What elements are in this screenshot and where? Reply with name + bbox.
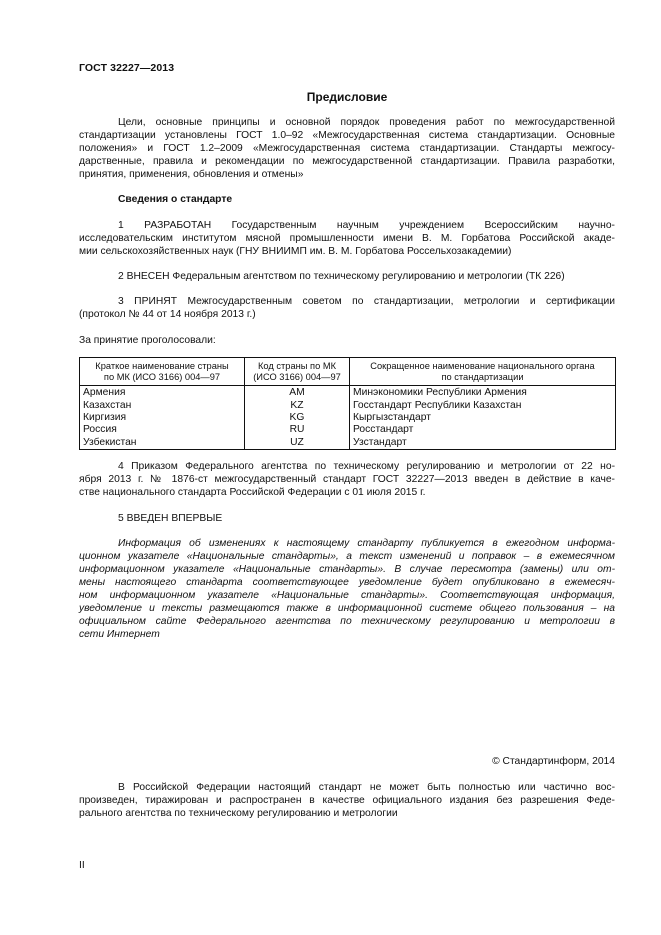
text-line: положения» и ГОСТ 1.2–2009 «Межгосударственная система стандартизации. Стандарты межгосу- <box>79 143 615 154</box>
voted-label: За принятие проголосовали: <box>79 335 216 346</box>
page-number: II <box>79 860 85 871</box>
header-line: Сокращенное наименование национального органа <box>370 361 595 371</box>
body-cell: Минэкономики Республики Армения <box>350 386 616 400</box>
text-line: (протокол № 44 от 14 ноября 2013 г.) <box>79 309 256 320</box>
table-row <box>80 412 616 424</box>
text-line: 1 РАЗРАБОТАН Государственным научным учреждением Всероссийским научно- <box>118 220 615 231</box>
text-line: 4 Приказом Федерального агентства по техническому регулированию и метрологии от 22 но- <box>118 461 615 472</box>
header-line: по МК (ИСО 3166) 004—97 <box>103 372 221 382</box>
table-row <box>80 400 616 412</box>
text-line: уведомление и тексты размещаются также в информационной системе общего пользования – на <box>79 603 615 614</box>
header-line: Код страны по МК <box>258 361 336 371</box>
header-line: Краткое наименование страны <box>95 361 229 371</box>
body-cell: Росстандарт <box>350 424 616 436</box>
text-line: Информация об изменениях к настоящему стандарту публикуется в ежегодном информа- <box>118 538 615 549</box>
column-header-body <box>350 358 616 386</box>
page-title: Предисловие <box>306 90 388 104</box>
column-header-country <box>80 358 245 386</box>
text-line: исследовательским институтом мясной промышленности имени В. М. Горбатова Российской акаде- <box>79 233 615 244</box>
body-cell: Кыргызстандарт <box>350 412 616 424</box>
text-line: дарственные, правила и рекомендации по межгосударственной стандартизации. Правила разработки, <box>79 156 615 167</box>
header-line: по стандартизации <box>441 372 524 382</box>
code-cell: KZ <box>245 400 350 412</box>
item-5-paragraph: 5 ВВЕДЕН ВПЕРВЫЕ <box>118 513 223 524</box>
table-header-row <box>80 358 616 386</box>
code-cell: UZ <box>245 437 350 450</box>
standard-code-header: ГОСТ 32227—2013 <box>79 62 175 74</box>
body-cell: Узстандарт <box>350 437 616 450</box>
code-cell: RU <box>245 424 350 436</box>
code-cell: KG <box>245 412 350 424</box>
text-line: сети Интернет <box>79 629 160 640</box>
text-line: ября 2013 г. № 1876-ст межгосударственный стандарт ГОСТ 32227—2013 введен в действие в каче- <box>79 474 615 485</box>
text-line: мии сельскохозяйственных наук (ГНУ ВНИИМП им. В. М. Горбатова Россельхозакадемии) <box>79 246 512 257</box>
info-heading: Сведения о стандарте <box>118 194 233 205</box>
text-line: стандартизации установлены ГОСТ 1.0–92 «Межгосударственная система стандартизации. Основные <box>79 130 615 141</box>
country-cell: Россия <box>80 424 245 436</box>
text-line: 3 ПРИНЯТ Межгосударственным советом по стандартизации, метрологии и сертификации <box>118 296 615 307</box>
country-cell: Казахстан <box>80 400 245 412</box>
text-line: Цели, основные принципы и основной порядок проведения работ по межгосударственной <box>118 117 615 128</box>
code-cell: AM <box>245 386 350 400</box>
text-line: ционном указателе «Национальные стандарты», а текст изменений и поправок – в ежемесячном <box>79 551 615 562</box>
text-line: принятия, применения, обновления и отмены» <box>79 169 304 180</box>
body-cell: Госстандарт Республики Казахстан <box>350 400 616 412</box>
text-line: В Российской Федерации настоящий стандарт не может быть полностью или частично вос- <box>118 782 615 793</box>
column-header-code <box>245 358 350 386</box>
table-row <box>80 437 616 450</box>
text-line: мены настоящего стандарта соответствующее уведомление будет опубликовано в ежемесяч- <box>79 577 615 588</box>
agreement-table <box>79 357 616 450</box>
text-line: произведен, тиражирован и распространен в качестве официального издания без разрешения Феде- <box>79 795 615 806</box>
text-line: информационном указателе «Национальные стандарты». В случае пересмотра (замены) или от- <box>79 564 615 575</box>
country-cell: Узбекистан <box>80 437 245 450</box>
country-cell: Армения <box>80 386 245 400</box>
table-row <box>80 386 616 400</box>
country-cell: Киргизия <box>80 412 245 424</box>
text-line: стве национального стандарта Российской Федерации с 01 июля 2015 г. <box>79 487 426 498</box>
text-line: рального агентства по техническому регулированию и метрологии <box>79 808 398 819</box>
text-line: ном информационном указателе «Национальные стандарты». Соответствующая информация, <box>79 590 615 601</box>
item-2-paragraph: 2 ВНЕСЕН Федеральным агентством по техническому регулированию и метрологии (ТК 226) <box>118 271 565 282</box>
copyright: © Стандартинформ, 2014 <box>492 756 615 767</box>
text-line: официальном сайте Федерального агентства по техническому регулированию и метрологии в <box>79 616 615 627</box>
table-row <box>80 424 616 436</box>
header-line: (ИСО 3166) 004—97 <box>253 372 341 382</box>
